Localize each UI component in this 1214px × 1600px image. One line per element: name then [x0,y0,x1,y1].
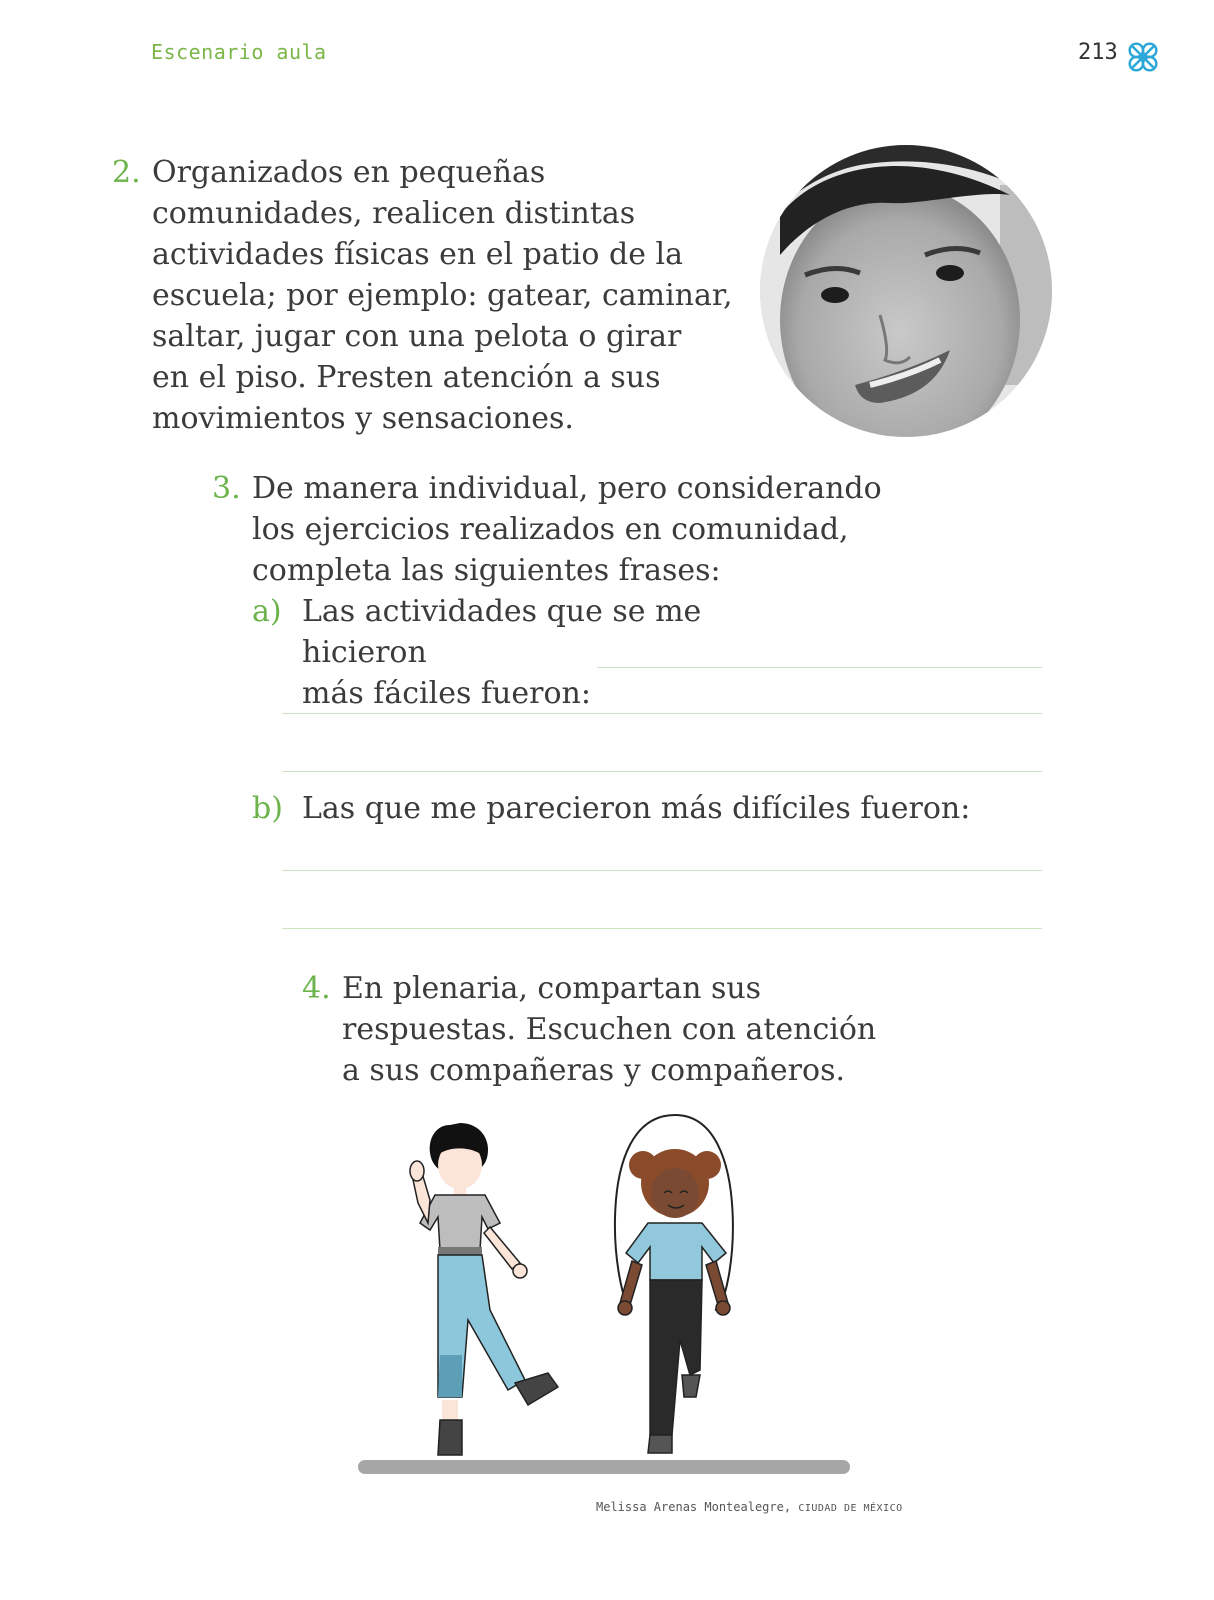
text-line: respuestas. Escuchen con atención [342,1012,877,1047]
activity-text [152,152,752,439]
text-line: los ejercicios realizados en comunidad, [252,512,849,547]
text-line: a sus compañeras y compañeros. [342,1053,845,1088]
text-line: Organizados en pequeñas [152,155,546,190]
prompt-letter: a) [252,594,282,629]
prompt-b [252,788,1012,829]
answer-line[interactable] [282,713,1042,714]
clover-knot-icon [1124,38,1162,76]
child-waving-figure [410,1123,558,1455]
prompt-letter: b) [252,791,283,826]
activity-3 [212,468,912,591]
text-line: más fáciles fueron: [302,676,591,711]
activity-4 [302,968,902,1091]
text-line: saltar, jugar con una pelota o girar [152,319,682,354]
activity-number: 2. [112,155,141,190]
child-jumping-rope-figure [615,1115,733,1453]
text-line: De manera individual, pero considerando [252,471,882,506]
section-title: Escenario aula [151,40,327,64]
prompt-text [302,591,812,714]
prompt-a [252,591,812,714]
activity-number: 3. [212,471,241,506]
activity-text [342,968,902,1091]
credit-place: CIUDAD DE MÉXICO [798,1503,903,1514]
text-line: escuela; por ejemplo: gatear, caminar, [152,278,733,313]
text-line: actividades físicas en el patio de la [152,237,683,272]
answer-line[interactable] [597,667,1042,668]
activity-text [252,468,912,591]
page-number: 213 [1078,40,1118,65]
children-exercising-illustration [350,1105,850,1485]
text-line: Las actividades que se me hicieron [302,594,702,670]
illustration-credit [596,1500,903,1514]
answer-line[interactable] [282,870,1042,871]
text-line: movimientos y sensaciones. [152,401,574,436]
activity-2 [112,152,752,439]
credit-name: Melissa Arenas Montealegre, [596,1500,792,1514]
answer-line[interactable] [282,928,1042,929]
answer-line[interactable] [282,771,1042,772]
text-line: en el piso. Presten atención a sus [152,360,661,395]
text-line: completa las siguientes frases: [252,553,721,588]
prompt-text: Las que me parecieron más difíciles fueron: [302,791,971,826]
text-line: En plenaria, compartan sus [342,971,762,1006]
child-portrait-photo [760,145,1052,437]
activity-number: 4. [302,971,331,1006]
text-line: comunidades, realicen distintas [152,196,636,231]
